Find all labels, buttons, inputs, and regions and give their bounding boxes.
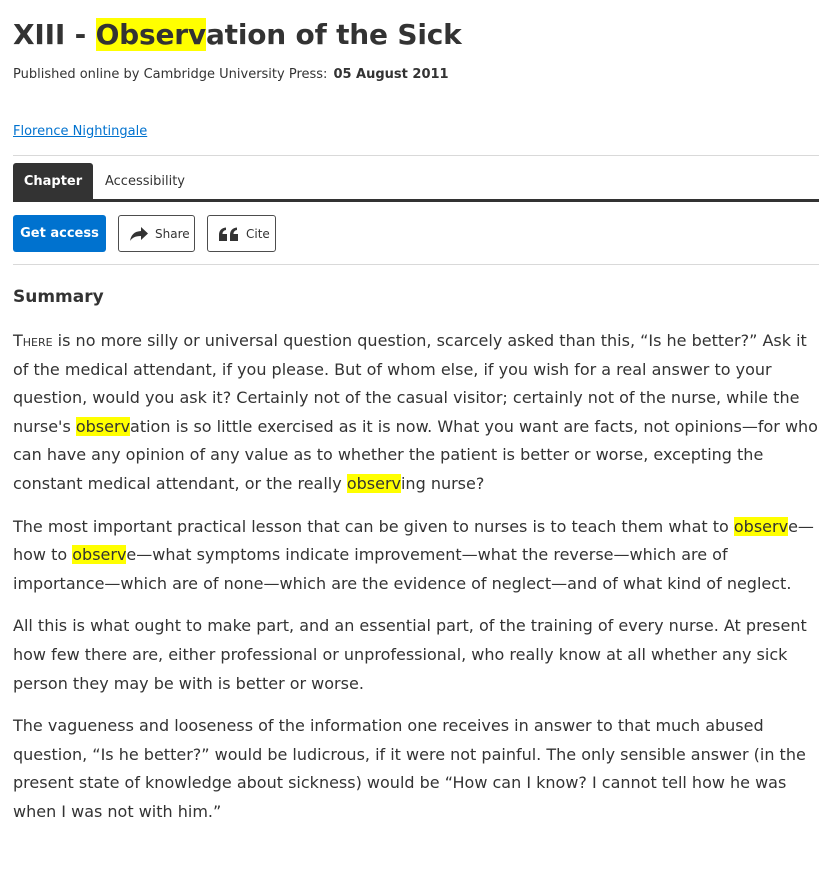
share-label: Share — [155, 226, 190, 241]
summary-paragraph: The vagueness and looseness of the information one receives in answer to that much abused question, “Is he better?” would be ludicrous, if it were not painful. The only sensible answer (in the present state of knowledge about sickness) would be “How can I know? I cannot tell how he was when I was not with him.” — [13, 716, 806, 821]
text-run: The most important practical lesson that can be given to nurses is to teach them what to — [13, 516, 734, 536]
quote-icon — [218, 227, 246, 241]
author-link[interactable]: Florence Nightingale — [13, 124, 148, 139]
summary-body — [13, 327, 819, 841]
get-access-button[interactable] — [13, 215, 106, 252]
text-run: e—what symptoms indicate improvement—what the reverse—which are of importance—which are of none—which are the evidence of neglect—and of what kind of neglect. — [13, 545, 792, 593]
divider — [13, 155, 819, 156]
published-info — [13, 67, 449, 82]
share-button[interactable] — [118, 215, 195, 252]
published-label: Published online by Cambridge University Press: — [13, 67, 328, 82]
search-highlight: observ — [72, 545, 127, 565]
summary-paragraph — [13, 513, 819, 599]
drop-lead-word: There — [13, 331, 53, 350]
text-run: ation is so little exercised as it is now. What you want are facts, not opinions—for who can have any opinion of any value as to whether the patient is better or worse, excepting the constant medical attendant, or the really — [13, 416, 818, 493]
title-suffix: ation of the Sick — [205, 18, 462, 51]
summary-heading: Summary — [13, 287, 104, 307]
search-highlight: observ — [75, 416, 131, 436]
page-title — [13, 18, 462, 51]
tab-chapter[interactable]: Chapter — [13, 163, 93, 200]
share-arrow-icon — [129, 226, 155, 242]
tab-bar — [13, 163, 819, 200]
search-highlight: observ — [733, 516, 789, 536]
summary-paragraph: All this is what ought to make part, and an essential part, of the training of every nurse. At present how few there are, either professional or unprofessional, who really know at all whether any sick person they may be with is better or worse. — [13, 616, 807, 693]
text-run: e—how to — [13, 516, 814, 565]
summary-paragraph — [13, 327, 819, 499]
cite-label: Cite — [246, 226, 270, 241]
tab-underline — [13, 199, 819, 202]
published-date: 05 August 2011 — [333, 67, 449, 82]
tab-accessibility[interactable]: Accessibility — [105, 174, 185, 189]
cite-button[interactable] — [207, 215, 276, 252]
text-run: is no more silly or universal question question, scarcely asked than this, “Is he better?” Ask it of the medical attendant, if you please. But of whom else, if you wish for a real answer to your question, would you ask it? Certainly not of the casual visitor; certainly not of the nurse, while the nurse's — [13, 331, 807, 436]
divider — [13, 264, 819, 265]
title-prefix: XIII - — [13, 18, 96, 51]
get-access-label: Get access — [20, 226, 99, 241]
text-run: ing nurse? — [400, 473, 485, 493]
search-highlight: observ — [346, 473, 401, 493]
title-highlight: Observ — [95, 18, 206, 51]
